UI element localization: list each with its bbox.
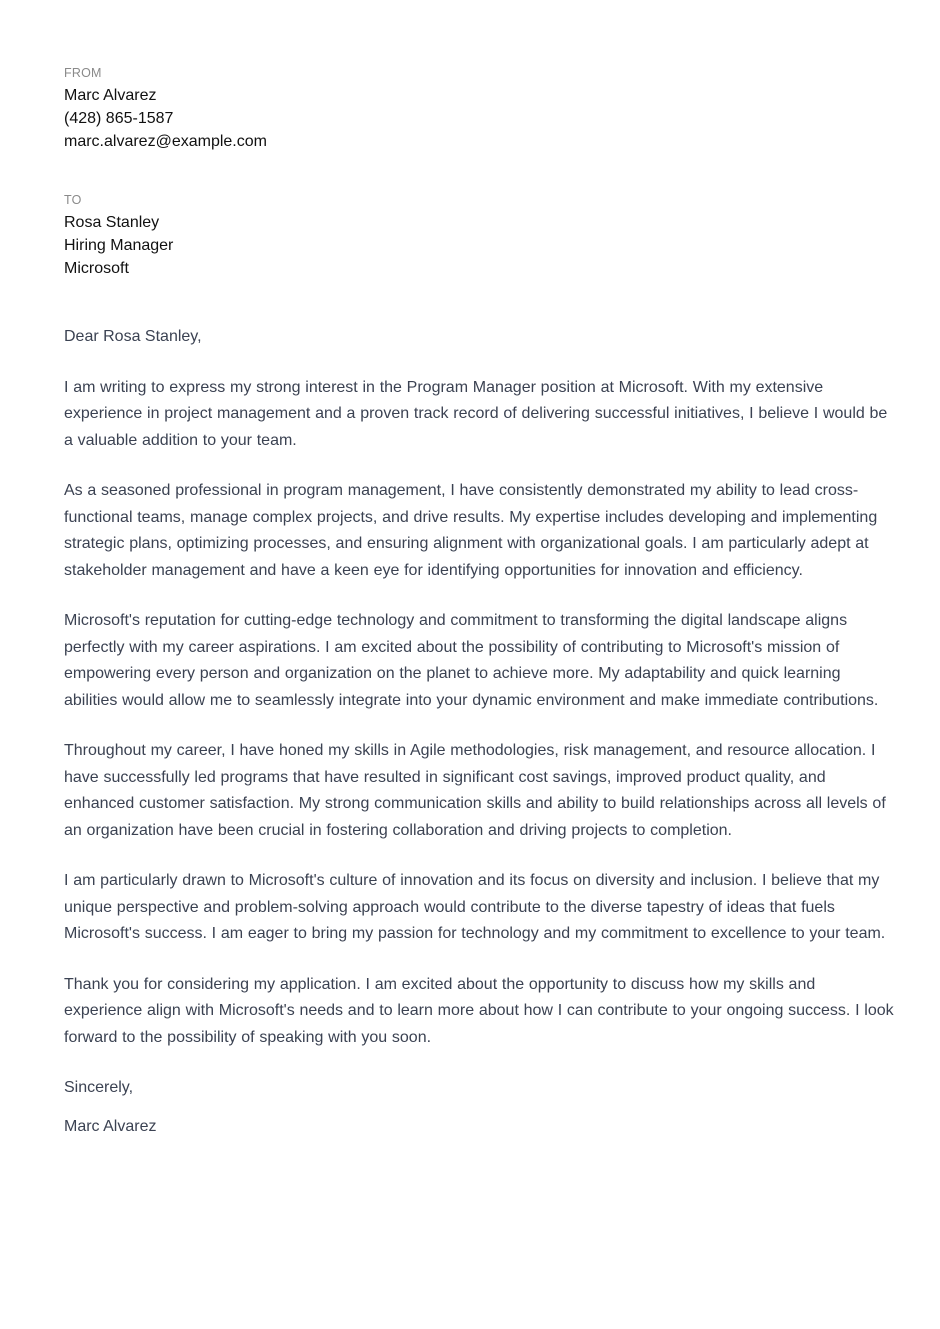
sender-phone: (428) 865-1587 — [64, 110, 174, 127]
letter-paragraph: Throughout my career, I have honed my skills in Agile methodologies, risk management, and resource allocation. I have successfully led programs that have resulted in significant cost savings, improved product quality, and enhanced customer satisfaction. My strong communication skills and ability to build relationships across all levels of an organization have been crucial in fostering collaboration and driving projects to completion. — [64, 742, 886, 839]
letter-greeting: Dear Rosa Stanley, — [64, 328, 202, 345]
recipient-title: Hiring Manager — [64, 237, 174, 254]
sender-email: marc.alvarez@example.com — [64, 133, 267, 150]
letter-signature: Marc Alvarez — [64, 1117, 157, 1135]
recipient-block — [64, 191, 896, 280]
letter-paragraph: I am writing to express my strong interest in the Program Manager position at Microsoft. With my extensive experience in project management and a proven track record of delivering successful initiatives, I believe I would be a valuable addition to your team. — [64, 378, 888, 449]
letter-paragraph: Microsoft's reputation for cutting-edge technology and commitment to transforming the digital landscape aligns perfectly with my career aspirations. I am excited about the possibility of contributing to Microsoft's mission of empowering every person and organization on the planet to achieve more. My adaptability and quick learning abilities would allow me to seamlessly integrate into your dynamic environment and make immediate contributions. — [64, 612, 879, 709]
recipient-company: Microsoft — [64, 260, 129, 277]
recipient-name: Rosa Stanley — [64, 214, 160, 231]
letter-paragraph: Thank you for considering my application. I am excited about the opportunity to discuss how my skills and experience align with Microsoft's needs and to learn more about how I can contribute to your ongoing success. I look forward to the possibility of speaking with you soon. — [64, 975, 894, 1046]
from-label: FROM — [64, 66, 102, 80]
cover-letter — [64, 64, 896, 1140]
letter-paragraph: As a seasoned professional in program management, I have consistently demonstrated my ability to lead cross-functional teams, manage complex projects, and drive results. My expertise includes developing and implementing strategic plans, optimizing processes, and ensuring alignment with organizational goals. I am particularly adept at stakeholder management and have a keen eye for identifying opportunities for innovation and efficiency. — [64, 482, 878, 579]
sender-block — [64, 64, 896, 153]
to-label: TO — [64, 193, 82, 207]
letter-paragraph: I am particularly drawn to Microsoft's culture of innovation and its focus on diversity and inclusion. I believe that my unique perspective and problem-solving approach would contribute to the diverse tapestry of ideas that fuels Microsoft's success. I am eager to bring my passion for technology and my commitment to excellence to your team. — [64, 872, 886, 942]
sender-name: Marc Alvarez — [64, 87, 157, 104]
letter-closing: Sincerely, — [64, 1079, 134, 1096]
